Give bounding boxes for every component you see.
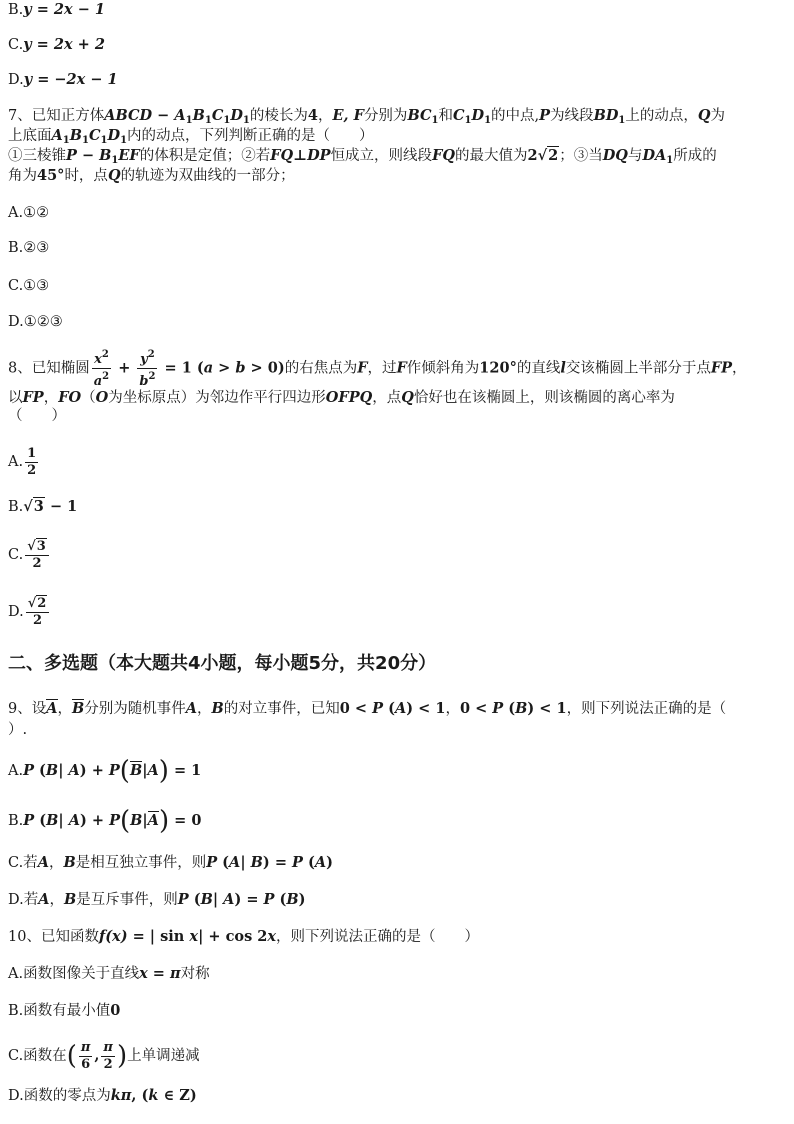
q7-option-a: A.①② bbox=[8, 205, 50, 221]
q6-option-c-expr: y = 2x + 2 bbox=[23, 36, 105, 53]
q9-option-b: B.P (B| A) + P(B|A) = 0 bbox=[8, 806, 202, 836]
q7-stem-line4: 角为45°时，点Q的轨迹为双曲线的一部分； bbox=[8, 167, 295, 184]
q6-option-d: D.y = −2x − 1 bbox=[8, 71, 118, 88]
q10-option-b: B.函数有最小值0 bbox=[8, 1002, 121, 1019]
q8-stem-line1: 8、已知椭圆 $\frac{x^2}{a^2}$ + $\frac{y^2}{b^2}$ = 1 (a > b > 0)的右焦点为F，过F作倾斜角为120°的直线l交该椭圆上半部分于点FP， bbox=[8, 349, 747, 389]
q8-option-b: B.√3 − 1 bbox=[8, 498, 78, 515]
q9-option-d: D.若A，B是互斥事件，则P (B| A) = P (B) bbox=[8, 891, 306, 908]
q9-stem-line2: ）. bbox=[8, 722, 28, 738]
q7-stem-line2: 上底面$A_1B_1C_1D_1$内的动点，下列判断正确的是（ ） bbox=[8, 127, 374, 146]
q9-option-c: C.若A，B是相互独立事件，则P (A| B) = P (A) bbox=[8, 854, 333, 871]
q7-stem-line1: 7、已知正方体ABCD − $A_1B_1C_1D_1$的棱长为4，E, F分别为$BC_1$和$C_1D_1$的中点,P为线段$BD_1$上的动点，Q为 bbox=[8, 107, 726, 126]
section-title: 二、多选题（本大题共4小题，每小题5分，共20分） bbox=[8, 653, 437, 674]
q6-option-b-expr: y = 2x − 1 bbox=[23, 1, 106, 18]
q8-option-c: C. $\frac{√3}{2}$ bbox=[8, 535, 780, 575]
q6-option-c: C.y = 2x + 2 bbox=[8, 36, 105, 53]
q6-option-b: B.y = 2x − 1 bbox=[8, 1, 106, 18]
q8-stem-line3: （ ） bbox=[8, 408, 66, 424]
q6-option-d-expr: y = −2x − 1 bbox=[23, 71, 118, 88]
q8-option-a: A. $\frac{1}{2}$ bbox=[8, 445, 37, 478]
q10-option-c: C.函数在( $\frac{\pi}{6}$ , $\frac{\pi}{2}$ )上单调递减 bbox=[8, 1039, 200, 1072]
q9-stem-line1: 9、设A，B分别为随机事件A，B的对立事件，已知0 < P (A) < 1，0 < P (B) < 1，则下列说法正确的是（ bbox=[8, 700, 727, 717]
q9-option-a: A.P (B| A) + P(B|A) = 1 bbox=[8, 756, 202, 786]
q7-stem-line3: ①三棱锥$P - B_1EF$的体积是定值；②若FQ⊥DP恒成立，则线段FQ的最大值为2√2；③当DQ与$DA_1$所成的 bbox=[8, 147, 717, 166]
q7-option-b: B.②③ bbox=[8, 240, 50, 256]
q7-option-c: C.①③ bbox=[8, 278, 50, 294]
q8-option-d: D. $\frac{√2}{2}$ bbox=[8, 592, 780, 632]
q10-option-a: A.函数图像关于直线x = π对称 bbox=[8, 965, 210, 982]
q7-option-d: D.①②③ bbox=[8, 314, 63, 330]
q10-stem: 10、已知函数f(x) = | sin x| + cos 2x，则下列说法正确的是（ ） bbox=[8, 928, 480, 945]
q8-stem-line2: 以FP，FO（O为坐标原点）为邻边作平行四边形OFPQ，点Q恰好也在该椭圆上，则该椭圆的离心率为 bbox=[8, 389, 675, 406]
q10-option-d: D.函数的零点为kπ, (k ∈ Z) bbox=[8, 1087, 197, 1104]
